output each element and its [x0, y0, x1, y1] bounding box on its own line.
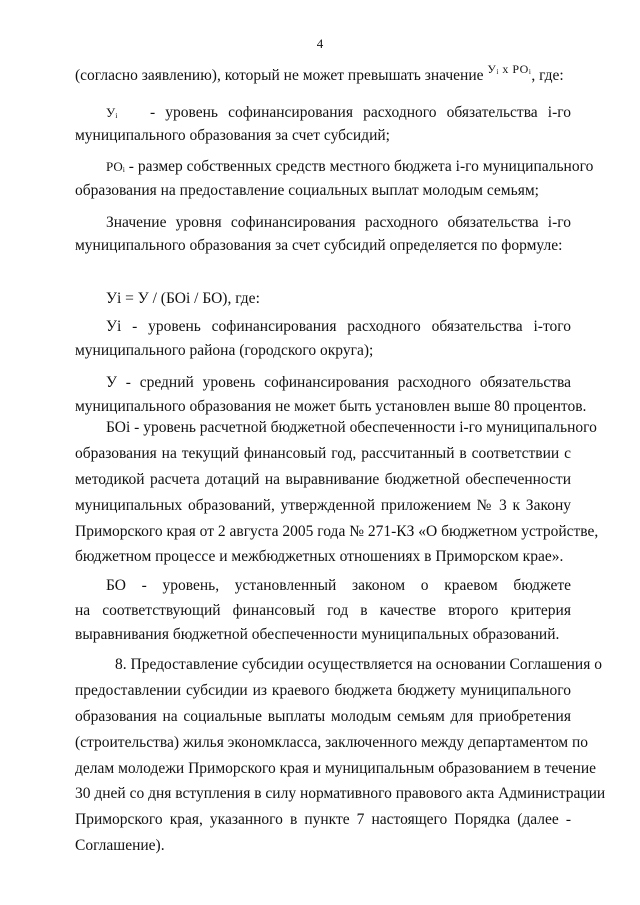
definition-line: выравнивания бюджетной обеспеченности муниципальных образований.	[75, 626, 560, 643]
definition-text: - уровень софинансирования расходного обязательства i-го	[150, 104, 571, 121]
paragraph-line	[75, 62, 571, 86]
definition-line: образования на текущий финансовый год, рассчитанный в соответствии с	[75, 445, 571, 462]
paragraph-line: Значение уровня софинансирования расходного обязательства i-го	[106, 214, 571, 231]
symbol-y-i: Уᵢ	[106, 105, 118, 120]
definition-line: муниципального образования за счет субсидий;	[75, 127, 390, 144]
paragraph-line: 30 дней со дня вступления в силу нормативного правового акта Администрации	[75, 785, 606, 802]
page-number: 4	[316, 36, 324, 51]
definition-line: бюджетном процессе и межбюджетных отношениях в Приморском крае».	[75, 548, 564, 565]
definition-line: Приморского края от 2 августа 2005 года № 271-КЗ «О бюджетном устройстве,	[75, 523, 599, 540]
paragraph-line: делам молодежи Приморского края и муниципальным образованием в течение	[75, 760, 596, 777]
definition-line: БО - уровень, установленный законом о краевом бюджете	[106, 577, 571, 594]
definition-line: образования на предоставление социальных выплат молодым семьям;	[75, 182, 539, 199]
definition-line: муниципальных образований, утвержденной приложением № 3 к Закону	[75, 497, 571, 514]
paragraph-line: (строительства) жилья экономкласса, заключенного между департаментом по	[75, 734, 589, 751]
paragraph-line: образования на социальные выплаты молодым семьям для приобретения	[75, 708, 571, 725]
paragraph-line: Соглашение).	[75, 837, 165, 854]
definition-line: на соответствующий финансовый год в качестве второго критерия	[75, 602, 571, 619]
definition-line: БОi - уровень расчетной бюджетной обеспеченности i-го муниципального	[106, 419, 597, 436]
paragraph-line: муниципального образования за счет субсидий определяется по формуле:	[75, 237, 563, 254]
paragraph-line: предоставлении субсидии из краевого бюджета бюджету муниципального	[75, 682, 571, 699]
definition-line	[106, 157, 594, 177]
paragraph-line: Приморского края, указанного в пункте 7 настоящего Порядка (далее -	[75, 811, 571, 828]
text-span: , где:	[531, 67, 564, 84]
definition-text: - размер собственных средств местного бюджета i-го муниципального	[128, 158, 594, 175]
definition-line: муниципального образования не может быть установлен выше 80 процентов.	[75, 398, 587, 415]
definition-line: Уi - уровень софинансирования расходного обязательства i-того	[106, 318, 571, 335]
symbol-po-i: РОᵢ	[106, 159, 125, 174]
formula-line: Уi = У / (БОi / БО), где:	[106, 290, 260, 307]
definition-line: У - средний уровень софинансирования расходного обязательства	[106, 374, 571, 391]
definition-line: муниципального района (городского округа);	[75, 342, 374, 359]
definition-line	[75, 103, 571, 123]
definition-line: методикой расчета дотаций на выравнивание бюджетной обеспеченности	[75, 471, 571, 488]
text-span: (согласно заявлению), который не может превышать значение	[75, 67, 484, 84]
paragraph-line: 8. Предоставление субсидии осуществляется на основании Соглашения о	[115, 656, 602, 673]
formula-inline: Уᵢ х РОᵢ	[487, 62, 532, 76]
